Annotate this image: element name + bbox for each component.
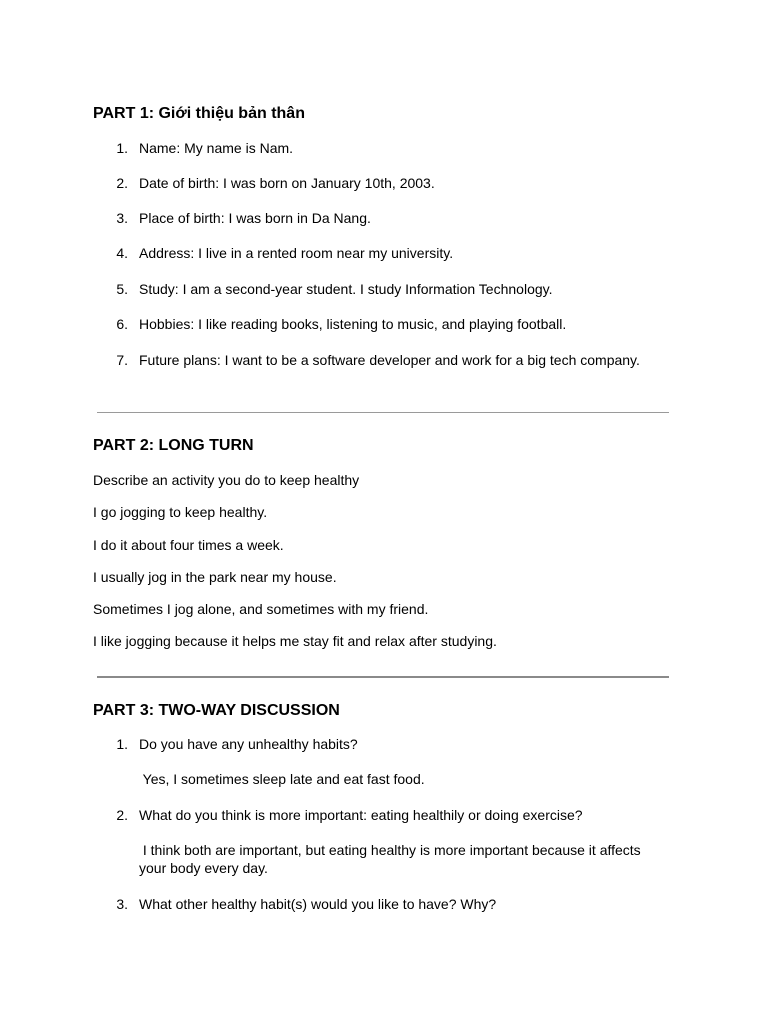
section-divider [97, 676, 669, 678]
paragraph: Describe an activity you do to keep healthy [93, 472, 360, 488]
part1-heading: PART 1: Giới thiệu bản thân [93, 105, 305, 122]
list-item: Date of birth: I was born on January 10th, 2003. [139, 175, 435, 191]
paragraph: I usually jog in the park near my house. [93, 569, 337, 585]
paragraph: I like jogging because it helps me stay fit and relax after studying. [93, 633, 497, 649]
list-item-number: 7. [116, 352, 128, 368]
part3-heading: PART 3: TWO-WAY DISCUSSION [93, 702, 340, 719]
question-text: Do you have any unhealthy habits? [139, 736, 358, 752]
question-text: What do you think is more important: eating healthily or doing exercise? [139, 807, 583, 823]
list-item-number: 2. [116, 175, 128, 191]
list-item-number: 3. [116, 210, 128, 226]
answer-text: I think both are important, but eating healthy is more important because it affects your body every day. [139, 842, 645, 876]
question-number: 1. [116, 736, 128, 752]
paragraph: I do it about four times a week. [93, 537, 284, 553]
list-item-number: 6. [116, 316, 128, 332]
list-item: Future plans: I want to be a software developer and work for a big tech company. [139, 352, 640, 368]
section-divider [97, 412, 669, 413]
list-item: Address: I live in a rented room near my university. [139, 245, 454, 261]
list-item: Hobbies: I like reading books, listening to music, and playing football. [139, 316, 567, 332]
question-number: 3. [116, 896, 128, 912]
list-item-number: 1. [116, 140, 128, 156]
list-item-number: 4. [116, 245, 128, 261]
answer-text: Yes, I sometimes sleep late and eat fast food. [139, 771, 425, 787]
question-number: 2. [116, 807, 128, 823]
paragraph: I go jogging to keep healthy. [93, 504, 268, 520]
list-item: Name: My name is Nam. [139, 140, 294, 156]
list-item: Place of birth: I was born in Da Nang. [139, 210, 371, 226]
list-item: Study: I am a second-year student. I study Information Technology. [139, 281, 553, 297]
list-item-number: 5. [116, 281, 128, 297]
paragraph: Sometimes I jog alone, and sometimes with my friend. [93, 601, 429, 617]
question-text: What other healthy habit(s) would you like to have? Why? [139, 896, 497, 912]
part2-heading: PART 2: LONG TURN [93, 437, 254, 454]
